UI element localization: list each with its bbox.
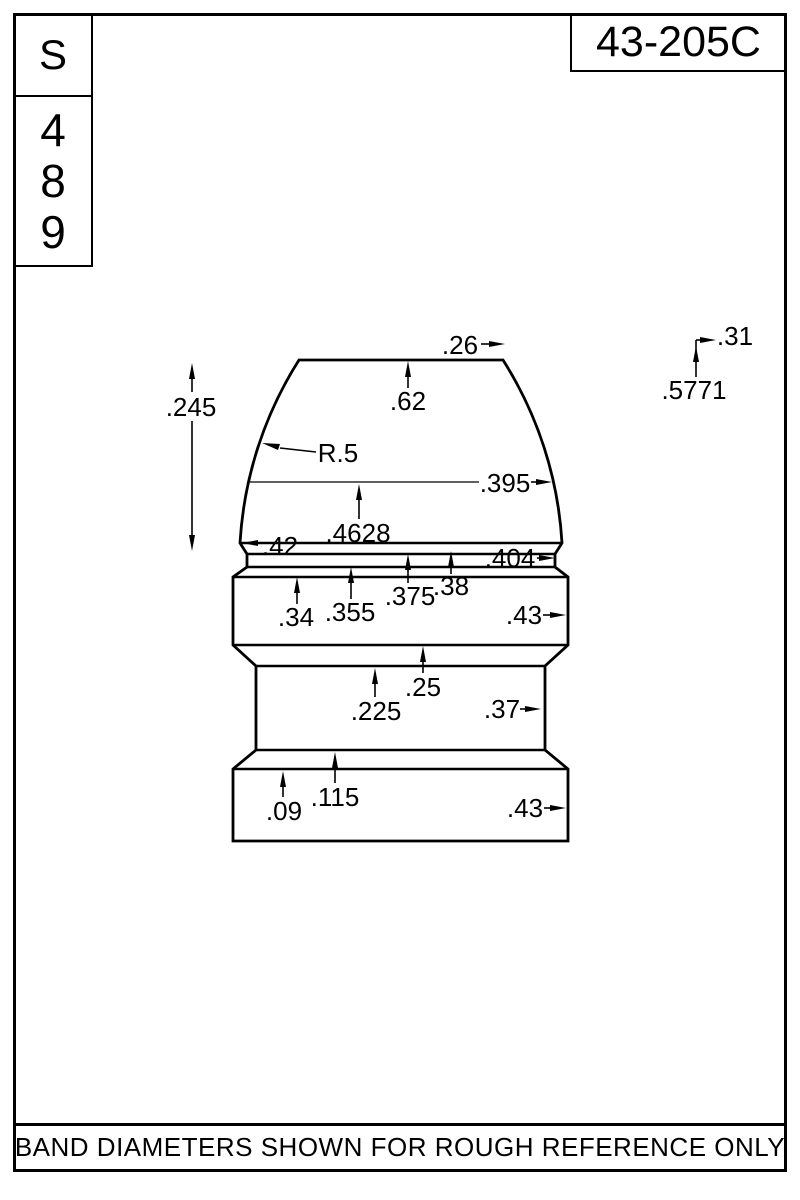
band-boundary-lines [233, 543, 568, 769]
dim-label-355: .355 [324, 597, 376, 627]
dim-label-groove-dia: .37 [483, 694, 521, 724]
dim-label-42: .42 [261, 531, 299, 561]
dim-label-395: .395 [479, 468, 531, 498]
dim-label-225: .225 [350, 696, 402, 726]
catalog-number: 43-205C [596, 18, 761, 66]
dim-label-31: .31 [716, 321, 754, 351]
dim-label-25: .25 [404, 672, 442, 702]
dim-label-5771: .5771 [661, 375, 727, 405]
cavity-digit-3: 9 [40, 205, 66, 258]
series-letter: S [38, 31, 67, 78]
footer-note-box [13, 1123, 787, 1172]
dim-label-overall-length: .62 [389, 386, 427, 416]
cavity-digit-2: 8 [40, 154, 66, 207]
dim-label-base-band: .43 [506, 793, 544, 823]
dim-label-nose-length: .245 [165, 392, 217, 422]
dim-label-front-band: .43 [505, 600, 543, 630]
dim-label-115: .115 [310, 782, 360, 812]
dim-label-meplat: .26 [441, 330, 479, 360]
dim-label-38: .38 [432, 571, 470, 601]
dim-label-375: .375 [384, 581, 436, 611]
dim-label-nose-radius: R.5 [317, 438, 359, 468]
dim-label-404: .404 [484, 543, 536, 573]
footer-note: BAND DIAMETERS SHOWN FOR ROUGH REFERENCE ONLY [14, 1132, 786, 1162]
dim-label-34: .34 [277, 602, 315, 632]
dim-label-4628: .4628 [325, 518, 391, 548]
cavity-digit-1: 4 [40, 103, 66, 156]
dim-label-09: .09 [265, 796, 303, 826]
